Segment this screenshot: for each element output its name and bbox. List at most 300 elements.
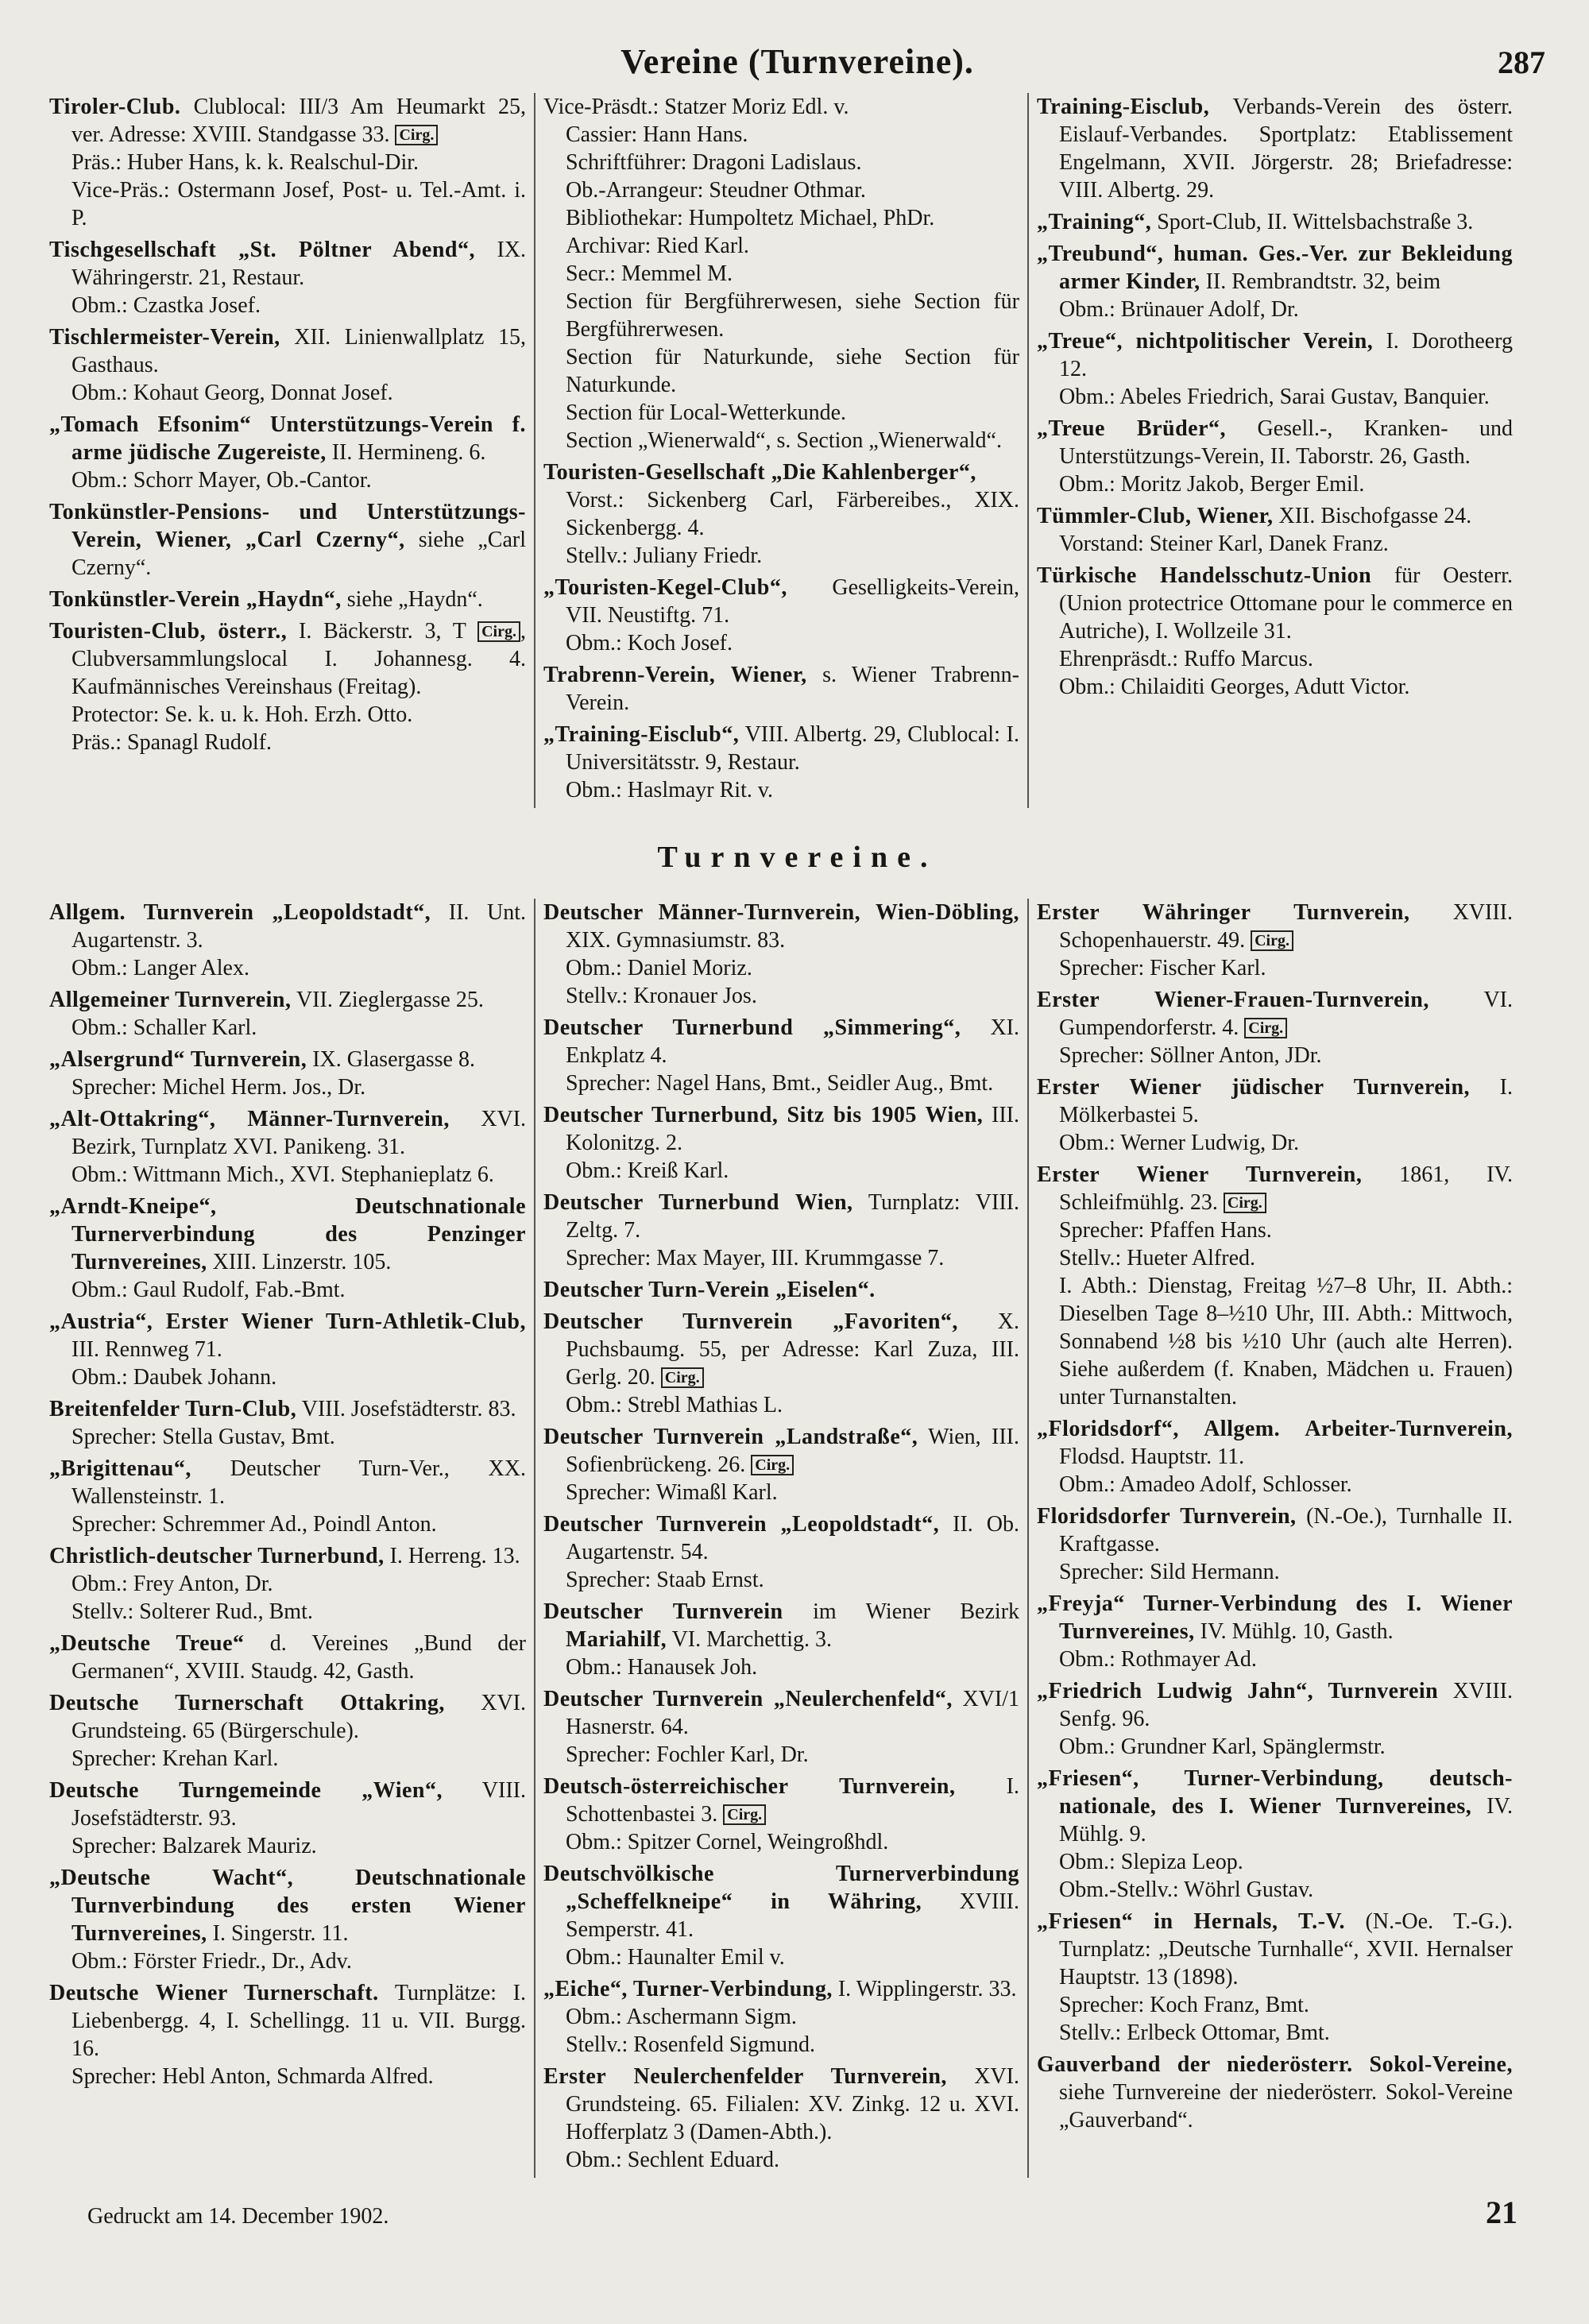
- entry-detail: Sprecher: Staab Ernst.: [566, 1568, 764, 1592]
- page-footer: [49, 2194, 1545, 2231]
- directory-entry: [543, 574, 1019, 657]
- entry-detail: Obm.: Gaul Rudolf, Fab.-Bmt.: [72, 1278, 346, 1302]
- entry-detail: Section für Local-Wetterkunde.: [566, 400, 847, 425]
- entry-main: [1037, 1161, 1513, 1216]
- entry-name: „Tomach Efsonim“ Unterstützungs-Verein f. arme jüdische Zugereiste,: [49, 412, 526, 465]
- entry-main: [49, 899, 526, 954]
- directory-entry: [543, 1014, 1019, 1097]
- directory-entry: [543, 721, 1019, 804]
- entry-name: Deutscher Turnverein „Favoriten“,: [543, 1309, 958, 1334]
- entry-text: III. Rennweg 71.: [72, 1337, 222, 1362]
- entry-text: siehe „Haydn“.: [341, 587, 483, 612]
- column-low-3: [1027, 899, 1513, 2178]
- entry-name: Christlich-deutscher Turnerbund,: [49, 1544, 385, 1568]
- directory-entry: [543, 1423, 1019, 1506]
- entry-detail: Obm.: Werner Ludwig, Dr.: [1059, 1131, 1300, 1155]
- entry-name: „Treue Brüder“,: [1037, 416, 1227, 441]
- entry-text: d. Vereines „Bund der Germanen“, XVIII. Staudg. 42, Gasth.: [72, 1631, 526, 1684]
- entry-name: Gauverband der niederösterr. Sokol-Vereine,: [1037, 2052, 1513, 2077]
- entry-detail: Präs.: Huber Hans, k. k. Realschul-Dir.: [72, 150, 419, 175]
- entry-main: [49, 236, 526, 292]
- entry-text: I. Schottenbastei 3.: [566, 1774, 1019, 1827]
- directory-entry: [1037, 2051, 1513, 2134]
- entry-detail: Vorstand: Steiner Karl, Danek Franz.: [1059, 532, 1389, 556]
- entry-name: „Treubund“, human. Ges.-Ver. zur Bekleidung armer Kinder,: [1037, 242, 1513, 294]
- directory-entry: [1037, 1502, 1513, 1586]
- entry-text: VI. Marchettig. 3.: [667, 1627, 832, 1652]
- entry-text: VIII. Josefstädterstr. 93.: [72, 1778, 526, 1831]
- entry-text: Turnplätze: I. Liebenbergg. 4, I. Schellingg. 11 u. VII. Burgg. 16.: [72, 1981, 526, 2061]
- directory-entry: [543, 1189, 1019, 1272]
- entry-main: [543, 1598, 1019, 1653]
- directory-entry: [49, 1630, 526, 1685]
- entry-text: Gesell.-, Kranken- und Unterstützungs-Verein, II. Taborstr. 26, Gasth.: [1059, 416, 1513, 469]
- directory-entry: [1037, 1073, 1513, 1157]
- entry-main: [49, 498, 526, 582]
- entry-main: [1037, 562, 1513, 645]
- entry-name: Mariahilf,: [566, 1627, 667, 1652]
- entry-main: [543, 1860, 1019, 1943]
- entry-detail: Sprecher: Stella Gustav, Bmt.: [72, 1425, 335, 1449]
- entry-main: [1037, 1677, 1513, 1733]
- entry-detail: Archivar: Ried Karl.: [566, 234, 749, 258]
- entry-main: [543, 2063, 1019, 2146]
- directory-entry: [1037, 1161, 1513, 1411]
- entry-detail: Obm.: Chilaiditi Georges, Adutt Victor.: [1059, 675, 1410, 699]
- entry-text: Geselligkeits-Verein, VII. Neustiftg. 71.: [566, 575, 1019, 628]
- entry-detail: Obm.-Stellv.: Wöhrl Gustav.: [1059, 1877, 1314, 1902]
- entry-text: XIII. Linzerstr. 105.: [207, 1250, 392, 1274]
- directory-entry: [1037, 327, 1513, 411]
- entry-text: Turnplatz: VIII. Zeltg. 7.: [566, 1190, 1019, 1243]
- entry-main: [49, 1542, 526, 1570]
- stamp-badge: Cirg.: [1224, 1193, 1266, 1213]
- directory-entry: [1037, 562, 1513, 701]
- entry-name: „Training-Eisclub“,: [543, 722, 740, 747]
- entry-name: Erster Währinger Turnverein,: [1037, 900, 1410, 925]
- directory-entry: [543, 1598, 1019, 1681]
- entry-detail: Section für Bergführerwesen, siehe Section für Bergführerwesen.: [566, 289, 1019, 342]
- entry-main: [543, 1975, 1019, 2003]
- entry-text: IV. Mühlg. 9.: [1059, 1794, 1513, 1846]
- entry-main: [1037, 1765, 1513, 1848]
- entry-name: „Friedrich Ludwig Jahn“, Turnverein: [1037, 1679, 1439, 1703]
- entry-detail: Sprecher: Michel Herm. Jos., Dr.: [72, 1075, 366, 1100]
- entry-detail: Obm.: Amadeo Adolf, Schlosser.: [1059, 1472, 1352, 1497]
- entry-main: [1037, 1590, 1513, 1645]
- directory-entry: [543, 1308, 1019, 1419]
- entry-text: , Clubversammlungslocal I. Johannesg. 4. Kaufmännisches Vereinshaus (Freitag).: [72, 619, 526, 699]
- entry-name: „Freyja“ Turner-Verbindung des I. Wiener Turnvereines,: [1037, 1591, 1513, 1644]
- top-columns: [49, 93, 1545, 808]
- directory-entry: [49, 1395, 526, 1451]
- entry-name: Deutscher Turnverein: [543, 1599, 783, 1624]
- entry-detail: Sprecher: Sild Hermann.: [1059, 1560, 1280, 1584]
- entry-main: [543, 1423, 1019, 1479]
- directory-entry: [49, 1979, 526, 2090]
- entry-main: [49, 586, 526, 613]
- entry-main: [1037, 240, 1513, 296]
- entry-text: Wien, III. Sofienbrückeng. 26.: [566, 1425, 1020, 1477]
- entry-detail: Cassier: Hann Hans.: [566, 122, 748, 147]
- entry-main: [1037, 415, 1513, 470]
- entry-detail: Sprecher: Krehan Karl.: [72, 1746, 279, 1771]
- directory-entry: [1037, 1765, 1513, 1904]
- entry-main: [1037, 1073, 1513, 1129]
- entry-main: [1037, 1502, 1513, 1558]
- entry-text: IV. Mühlg. 10, Gasth.: [1194, 1619, 1394, 1644]
- directory-entry: [49, 1308, 526, 1391]
- entry-main: [543, 1014, 1019, 1069]
- entry-name: „Floridsdorf“, Allgem. Arbeiter-Turnverein,: [1037, 1417, 1513, 1441]
- entry-text: II. Ob. Augartenstr. 54.: [566, 1512, 1019, 1564]
- entry-name: Deutsche Turnerschaft Ottakring,: [49, 1691, 445, 1715]
- sheet-number: 21: [1486, 2194, 1517, 2230]
- directory-entry: [543, 1101, 1019, 1185]
- entry-main: [543, 1101, 1019, 1157]
- entry-name: Deutscher Turnerbund Wien,: [543, 1190, 853, 1215]
- entry-name: „Friesen“ in Hernals, T.-V.: [1037, 1909, 1346, 1934]
- entry-name: Tischgesellschaft „St. Pöltner Abend“,: [49, 238, 475, 262]
- directory-entry: [49, 1105, 526, 1189]
- entry-name: „Arndt-Kneipe“, Deutschnationale Turnerverbindung des Penzinger Turnvereines,: [49, 1194, 526, 1274]
- entry-name: „Training“,: [1037, 210, 1152, 234]
- entry-name: Deutsche Turngemeinde „Wien“,: [49, 1778, 443, 1803]
- entry-main: [543, 1276, 1019, 1304]
- directory-entry: [1037, 208, 1513, 236]
- directory-entry: [49, 1689, 526, 1773]
- entry-name: Breitenfelder Turn-Club,: [49, 1397, 297, 1421]
- entry-name: Erster Wiener Turnverein,: [1037, 1162, 1363, 1187]
- entry-text: II. Unt. Augartenstr. 3.: [72, 900, 526, 953]
- directory-entry: [1037, 1677, 1513, 1761]
- column-top-1: [49, 93, 526, 808]
- entry-text: X. Puchsbaumg. 55, per Adresse: Karl Zuza, III. Gerlg. 20.: [566, 1309, 1019, 1390]
- entry-detail: Obm.: Kreiß Karl.: [566, 1158, 729, 1183]
- entry-main: [543, 1685, 1019, 1741]
- entry-main: [543, 1189, 1019, 1244]
- entry-name: „Austria“, Erster Wiener Turn-Athletik-Club,: [49, 1309, 526, 1334]
- directory-entry: [1037, 986, 1513, 1069]
- entry-detail: Obm.: Czastka Josef.: [72, 293, 261, 318]
- entry-text: XVI. Grundsteing. 65 (Bürgerschule).: [72, 1691, 526, 1743]
- entry-detail: Sprecher: Söllner Anton, JDr.: [1059, 1043, 1322, 1068]
- page-number: 287: [1498, 44, 1545, 80]
- entry-detail: Obm.: Hanausek Joh.: [566, 1655, 758, 1680]
- directory-entry: [49, 1046, 526, 1101]
- entry-detail: Sprecher: Fochler Karl, Dr.: [566, 1742, 809, 1767]
- entry-main: [49, 1864, 526, 1947]
- directory-entry: [1037, 1415, 1513, 1498]
- entry-name: Deutscher Männer-Turnverein, Wien-Döbling,: [543, 900, 1019, 925]
- entry-detail: Obm.: Brünauer Adolf, Dr.: [1059, 297, 1299, 322]
- entry-detail: Obm.: Daniel Moriz.: [566, 956, 752, 980]
- entry-main: [49, 1046, 526, 1073]
- entry-name: „Touristen-Kegel-Club“,: [543, 575, 787, 600]
- entry-detail: Obm.: Haslmayr Rit. v.: [566, 778, 774, 802]
- entry-detail: Vorst.: Sickenberg Carl, Färbereibes., XIX. Sickenbergg. 4.: [566, 488, 1019, 540]
- entry-text: VIII. Josefstädterstr. 83.: [296, 1397, 516, 1421]
- entry-detail: Sprecher: Balzarek Mauriz.: [72, 1834, 317, 1858]
- entry-name: Erster Wiener-Frauen-Turnverein,: [1037, 988, 1429, 1012]
- entry-detail: Obm.: Frey Anton, Dr.: [72, 1572, 273, 1596]
- entry-main: [49, 1979, 526, 2063]
- entry-detail: Präs.: Spanagl Rudolf.: [72, 730, 272, 755]
- entry-detail: Stellv.: Erlbeck Ottomar, Bmt.: [1059, 2020, 1330, 2045]
- entry-name: „Deutsche Wacht“, Deutschnationale Turnverbindung des ersten Wiener Turnvereines,: [49, 1866, 526, 1946]
- entry-text: I. Singerstr. 11.: [207, 1921, 349, 1946]
- entry-main: [1037, 502, 1513, 530]
- entry-detail: Vice-Präs.: Ostermann Josef, Post- u. Tel.-Amt. i. P.: [72, 178, 526, 230]
- entry-main: [49, 323, 526, 379]
- entry-main: [1037, 899, 1513, 954]
- entry-detail: Sprecher: Fischer Karl.: [1059, 956, 1266, 980]
- column-top-3: [1027, 93, 1513, 808]
- entry-detail: Section für Naturkunde, siehe Section für Naturkunde.: [566, 345, 1019, 397]
- entry-text: I. Herreng. 13.: [384, 1544, 520, 1568]
- entry-main: [49, 1455, 526, 1510]
- entry-name: Touristen-Gesellschaft „Die Kahlenberger“,: [543, 460, 976, 485]
- entry-main: [543, 458, 1019, 486]
- directory-entry: [1037, 93, 1513, 204]
- entry-main: [543, 721, 1019, 776]
- entry-name: Deutsche Wiener Turnerschaft.: [49, 1981, 379, 2005]
- directory-entry: [1037, 415, 1513, 498]
- entry-detail: Obm.: Strebl Mathias L.: [566, 1393, 783, 1417]
- entry-text: für Oesterr. (Union protectrice Ottomane pour le commerce en Autriche), I. Wollzeile 31.: [1059, 563, 1513, 644]
- entry-detail: Obm.: Abeles Friedrich, Sarai Gustav, Banquier.: [1059, 385, 1490, 409]
- entry-detail: Obm.: Slepiza Leop.: [1059, 1850, 1243, 1874]
- entry-name: Floridsdorfer Turnverein,: [1037, 1504, 1297, 1529]
- directory-entry: [543, 2063, 1019, 2174]
- entry-name: Deutscher Turnverein „Neulerchenfeld“,: [543, 1687, 953, 1711]
- directory-entry: [49, 586, 526, 613]
- entry-detail: Bibliothekar: Humpoltetz Michael, PhDr.: [566, 206, 935, 230]
- entry-text: siehe „Carl Czerny“.: [72, 528, 527, 580]
- entry-name: Tiroler-Club.: [49, 95, 181, 119]
- column-low-1: [49, 899, 526, 2178]
- entry-name: Erster Neulerchenfelder Turnverein,: [543, 2064, 947, 2089]
- stamp-badge: Cirg.: [751, 1455, 794, 1475]
- directory-entry: [543, 661, 1019, 717]
- entry-main: [49, 986, 526, 1014]
- print-date: Gedruckt am 14. December 1902.: [87, 2204, 389, 2229]
- directory-entry: [1037, 1590, 1513, 1673]
- lower-columns: [49, 899, 1545, 2178]
- page-header: [49, 41, 1545, 82]
- entry-name: Training-Eisclub,: [1037, 95, 1210, 119]
- directory-entry: [1037, 240, 1513, 323]
- entry-name: „Brigittenau“,: [49, 1456, 191, 1481]
- entry-text: Deutscher Turn-Ver., XX. Wallensteinstr. 1.: [72, 1456, 526, 1509]
- entry-text: XII. Linienwallplatz 15, Gasthaus.: [72, 325, 526, 377]
- directory-entry: [49, 1193, 526, 1304]
- entry-main: [1037, 1908, 1513, 1991]
- entry-detail: Obm.: Langer Alex.: [72, 956, 249, 980]
- entry-main: [49, 1193, 526, 1276]
- entry-name: Deutsch-österreichischer Turnverein,: [543, 1774, 956, 1799]
- stamp-badge: Cirg.: [395, 125, 438, 145]
- directory-entry: [49, 1777, 526, 1860]
- entry-main: [1037, 327, 1513, 383]
- entry-main: [49, 93, 526, 149]
- column-top-2: [534, 93, 1019, 808]
- entry-main: [49, 617, 526, 701]
- stamp-badge: Cirg.: [723, 1804, 766, 1825]
- directory-entry: [49, 1542, 526, 1626]
- entry-detail: Obm.: Haunalter Emil v.: [566, 1945, 785, 1970]
- entry-name: Türkische Handelsschutz-Union: [1037, 563, 1372, 588]
- entry-detail: Obm.: Grundner Karl, Spänglermstr.: [1059, 1734, 1386, 1759]
- entry-name: Deutscher Turnerbund, Sitz bis 1905 Wien,: [543, 1103, 984, 1127]
- entry-text: II. Hermineng. 6.: [326, 440, 486, 465]
- entry-name: Deutscher Turnverein „Leopoldstadt“,: [543, 1512, 940, 1537]
- entry-detail: Obm.: Schaller Karl.: [72, 1015, 257, 1040]
- directory-entry: [543, 1773, 1019, 1856]
- entry-name: „Alt-Ottakring“, Männer-Turnverein,: [49, 1107, 450, 1131]
- entry-main: [1037, 208, 1513, 236]
- entry-name: „Friesen“, Turner-Verbindung, deutsch-nationale, des I. Wiener Turnvereines,: [1037, 1766, 1513, 1819]
- entry-detail: Section „Wienerwald“, s. Section „Wienerwald“.: [566, 428, 1002, 453]
- entry-text: Vice-Präsdt.: Statzer Moriz Edl. v.: [543, 95, 849, 119]
- entry-text: I. Wipplingerstr. 33.: [832, 1977, 1017, 2001]
- stamp-badge: Cirg.: [1244, 1018, 1287, 1038]
- entry-text: XIX. Gymnasiumstr. 83.: [566, 928, 786, 953]
- entry-text: IX. Währingerstr. 21, Restaur.: [72, 238, 527, 290]
- entry-text: XVI. Bezirk, Turnplatz XVI. Panikeng. 31.: [72, 1107, 526, 1159]
- entry-detail: Obm.: Aschermann Sigm.: [566, 2005, 797, 2029]
- entry-text: Flodsd. Hauptstr. 11.: [1059, 1444, 1245, 1469]
- entry-name: Deutscher Turnverein „Landstraße“,: [543, 1425, 918, 1449]
- entry-text: I. Mölkerbastei 5.: [1059, 1075, 1513, 1127]
- entry-detail: Sprecher: Koch Franz, Bmt.: [1059, 1993, 1309, 2017]
- directory-entry: [49, 899, 526, 982]
- entry-detail: Obm.: Rothmayer Ad.: [1059, 1647, 1257, 1672]
- entry-main: [49, 411, 526, 466]
- directory-entry: [49, 498, 526, 582]
- entry-detail: Obm.: Moritz Jakob, Berger Emil.: [1059, 472, 1365, 497]
- entry-name: Tonkünstler-Pensions- und Unterstützungs-Verein, Wiener, „Carl Czerny“,: [49, 500, 526, 552]
- entry-name: „Alsergrund“ Turnverein,: [49, 1047, 307, 1072]
- directory-entry: [49, 1455, 526, 1538]
- entry-text: im Wiener Bezirk: [783, 1599, 1020, 1624]
- entry-detail: Stellv.: Hueter Alfred.: [1059, 1246, 1256, 1270]
- entry-text: 1861, IV. Schleifmühlg. 23.: [1059, 1162, 1513, 1215]
- entry-main: [1037, 2051, 1513, 2134]
- entry-name: Deutscher Turn-Verein „Eiselen“.: [543, 1278, 876, 1302]
- entry-detail: Obm.: Kohaut Georg, Donnat Josef.: [72, 381, 393, 405]
- entry-detail: Obm.: Förster Friedr., Dr., Adv.: [72, 1949, 352, 1974]
- directory-entry: [1037, 899, 1513, 982]
- entry-name: Allgemeiner Turnverein,: [49, 988, 292, 1012]
- entry-main: [49, 1105, 526, 1161]
- directory-entry: [543, 1276, 1019, 1304]
- entry-text: s. Wiener Trabrenn-Verein.: [566, 663, 1019, 715]
- entry-name: „Eiche“, Turner-Verbindung,: [543, 1977, 833, 2001]
- entry-text: VI. Gumpendorferstr. 4.: [1059, 988, 1513, 1040]
- entry-text: I. Dorotheerg 12.: [1059, 329, 1513, 381]
- entry-detail: Stellv.: Rosenfeld Sigmund.: [566, 2032, 815, 2057]
- entry-main: [49, 1777, 526, 1832]
- directory-entry: [49, 323, 526, 407]
- entry-text: XVI. Grundsteing. 65. Filialen: XV. Zinkg. 12 u. XVI. Hofferplatz 3 (Damen-Abth.).: [566, 2064, 1020, 2144]
- entry-main: [543, 1308, 1019, 1391]
- directory-entry: [1037, 502, 1513, 558]
- entry-name: Tischlermeister-Verein,: [49, 325, 280, 350]
- entry-text: IX. Glasergasse 8.: [307, 1047, 475, 1072]
- entry-main: [543, 899, 1019, 954]
- entry-detail: Obm.: Koch Josef.: [566, 631, 733, 655]
- stamp-badge: Cirg.: [477, 621, 520, 642]
- entry-text: (N.-Oe.), Turnhalle II. Kraftgasse.: [1059, 1504, 1513, 1556]
- entry-main: [49, 1308, 526, 1363]
- directory-entry: [543, 1975, 1019, 2059]
- entry-detail: Stellv.: Kronauer Jos.: [566, 984, 757, 1008]
- entry-main: [1037, 93, 1513, 204]
- page-header-title: Vereine (Turnvereine).: [621, 42, 974, 81]
- entry-name: Deutschvölkische Turnerverbindung „Scheffelkneipe“ in Währing,: [543, 1862, 1019, 1914]
- entry-text: siehe Turnvereine der niederösterr. Sokol-Vereine „Gauverband“.: [1059, 2080, 1513, 2133]
- entry-detail: Sprecher: Pfaffen Hans.: [1059, 1218, 1272, 1243]
- entry-detail: Stellv.: Solterer Rud., Bmt.: [72, 1599, 313, 1624]
- entry-main: [1037, 986, 1513, 1042]
- entry-text: (N.-Oe. T.-G.). Turnplatz: „Deutsche Turnhalle“, XVII. Hernalser Hauptstr. 13 (1898).: [1059, 1909, 1513, 1990]
- entry-main: [49, 1395, 526, 1423]
- directory-entry: [49, 1864, 526, 1975]
- entry-detail: Sprecher: Nagel Hans, Bmt., Seidler Aug., Bmt.: [566, 1071, 994, 1096]
- entry-detail: Ob.-Arrangeur: Steudner Othmar.: [566, 178, 866, 203]
- directory-entry: [49, 93, 526, 232]
- entry-detail: Ehrenpräsdt.: Ruffo Marcus.: [1059, 647, 1313, 671]
- entry-text: XI. Enkplatz 4.: [566, 1015, 1019, 1068]
- entry-text: III. Kolonitzg. 2.: [566, 1103, 1019, 1155]
- entry-detail: Obm.: Schorr Mayer, Ob.-Cantor.: [72, 468, 372, 493]
- entry-detail: I. Abth.: Dienstag, Freitag ½7–8 Uhr, II. Abth.: Dieselben Tage 8–½10 Uhr, III. Abth.: Mittwoch, Sonnabend ½8 bis ½10 Uhr (auch alte Herren). Siehe außerdem (f. Knaben, Mädchen u. Frauen) unter Turnanstalten.: [1059, 1274, 1513, 1409]
- entry-main: [1037, 1415, 1513, 1471]
- entry-name: Tonkünstler-Verein „Haydn“,: [49, 587, 342, 612]
- entry-main: [543, 1510, 1019, 1566]
- entry-detail: Obm.: Wittmann Mich., XVI. Stephanieplatz 6.: [72, 1162, 494, 1187]
- directory-entry: [1037, 1908, 1513, 2047]
- directory-entry: [543, 899, 1019, 1010]
- entry-detail: Protector: Se. k. u. k. Hoh. Erzh. Otto.: [72, 702, 413, 727]
- entry-detail: Sprecher: Schremmer Ad., Poindl Anton.: [72, 1512, 437, 1537]
- directory-entry: [543, 1685, 1019, 1769]
- entry-detail: Obm.: Daubek Johann.: [72, 1365, 277, 1390]
- entry-name: Erster Wiener jüdischer Turnverein,: [1037, 1075, 1471, 1100]
- entry-main: [543, 574, 1019, 629]
- entry-name: Deutscher Turnerbund „Simmering“,: [543, 1015, 961, 1040]
- entry-text: Sport-Club, II. Wittelsbachstraße 3.: [1151, 210, 1474, 234]
- column-low-2: [534, 899, 1019, 2178]
- entry-name: „Deutsche Treue“: [49, 1631, 245, 1656]
- entry-main: [49, 1630, 526, 1685]
- entry-detail: Secr.: Memmel M.: [566, 261, 733, 286]
- directory-entry: [49, 986, 526, 1042]
- stamp-badge: Cirg.: [1251, 930, 1293, 951]
- entry-detail: Obm.: Spitzer Cornel, Weingroßhdl.: [566, 1830, 889, 1854]
- entry-detail: Schriftführer: Dragoni Ladislaus.: [566, 150, 862, 175]
- entry-text: XVIII. Senfg. 96.: [1059, 1679, 1513, 1731]
- entry-main: [543, 93, 1019, 121]
- entry-detail: Sprecher: Max Mayer, III. Krummgasse 7.: [566, 1246, 945, 1270]
- entry-text: XVIII. Semperstr. 41.: [566, 1889, 1019, 1942]
- directory-entry: [49, 411, 526, 494]
- entry-text: XVI/1 Hasnerstr. 64.: [566, 1687, 1020, 1739]
- entry-name: Allgem. Turnverein „Leopoldstadt“,: [49, 900, 431, 925]
- entry-text: VIII. Albertg. 29, Clublocal: I. Universitätsstr. 9, Restaur.: [566, 722, 1019, 775]
- directory-entry: [543, 1510, 1019, 1594]
